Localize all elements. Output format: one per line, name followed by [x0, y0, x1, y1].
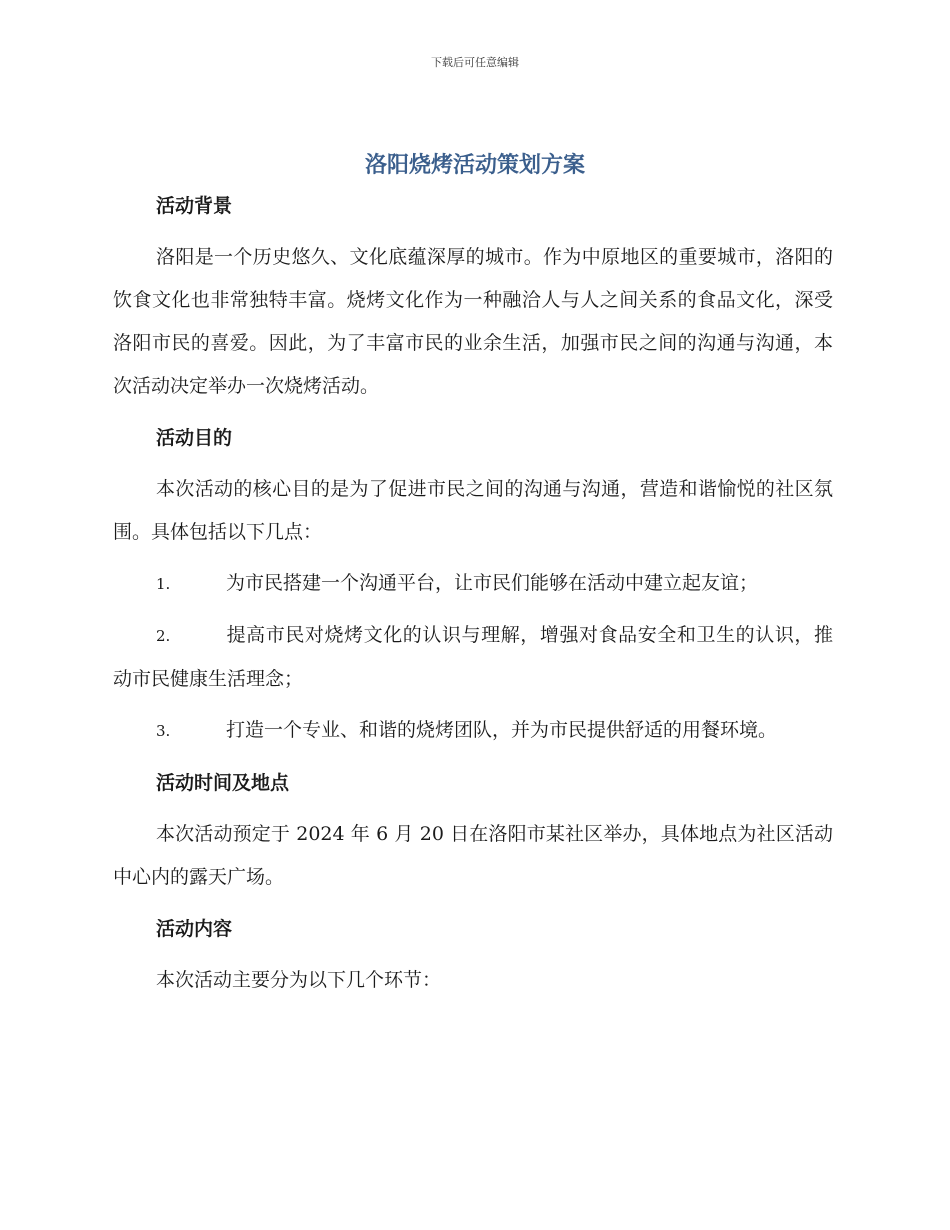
list-number: 1. — [156, 575, 171, 593]
list-item — [113, 614, 833, 701]
list-number: 2. — [156, 627, 171, 645]
document-body — [113, 188, 833, 1002]
section-heading-purpose: 活动目的 — [156, 427, 233, 449]
section-text-background: 洛阳是一个历史悠久、文化底蕴深厚的城市。作为中原地区的重要城市，洛阳的饮食文化也非常独特丰富。烧烤文化作为一种融洽人与人之间关系的食品文化，深受洛阳市民的喜爱。因此，为了丰富市民的业余生活，加强市民之间的沟通与沟通，本次活动决定举办一次烧烤活动。 — [113, 246, 833, 397]
section-heading-background: 活动背景 — [156, 195, 233, 217]
list-number: 3. — [156, 722, 171, 740]
list-text: 打造一个专业、和谐的烧烤团队，并为市民提供舒适的用餐环境。 — [226, 719, 778, 741]
list-item — [113, 562, 833, 606]
list-text: 为市民搭建一个沟通平台，让市民们能够在活动中建立起友谊； — [226, 572, 759, 594]
section-heading-content: 活动内容 — [156, 918, 233, 940]
document-title: 洛阳烧烤活动策划方案 — [364, 153, 585, 178]
list-item — [113, 709, 833, 753]
section-text-time-place: 本次活动预定于 2024 年 6 月 20 日在洛阳市某社区举办，具体地点为社区活动中心内的露天广场。 — [113, 823, 833, 888]
list-text: 提高市民对烧烤文化的认识与理解，增强对食品安全和卫生的认识，推动市民健康生活理念； — [113, 624, 833, 690]
section-text-purpose: 本次活动的核心目的是为了促进市民之间的沟通与沟通，营造和谐愉悦的社区氛围。具体包括以下几点： — [113, 478, 833, 543]
section-text-content: 本次活动主要分为以下几个环节： — [156, 969, 442, 991]
section-heading-time-place: 活动时间及地点 — [156, 772, 290, 794]
header-note: 下载后可任意编辑 — [431, 56, 519, 69]
